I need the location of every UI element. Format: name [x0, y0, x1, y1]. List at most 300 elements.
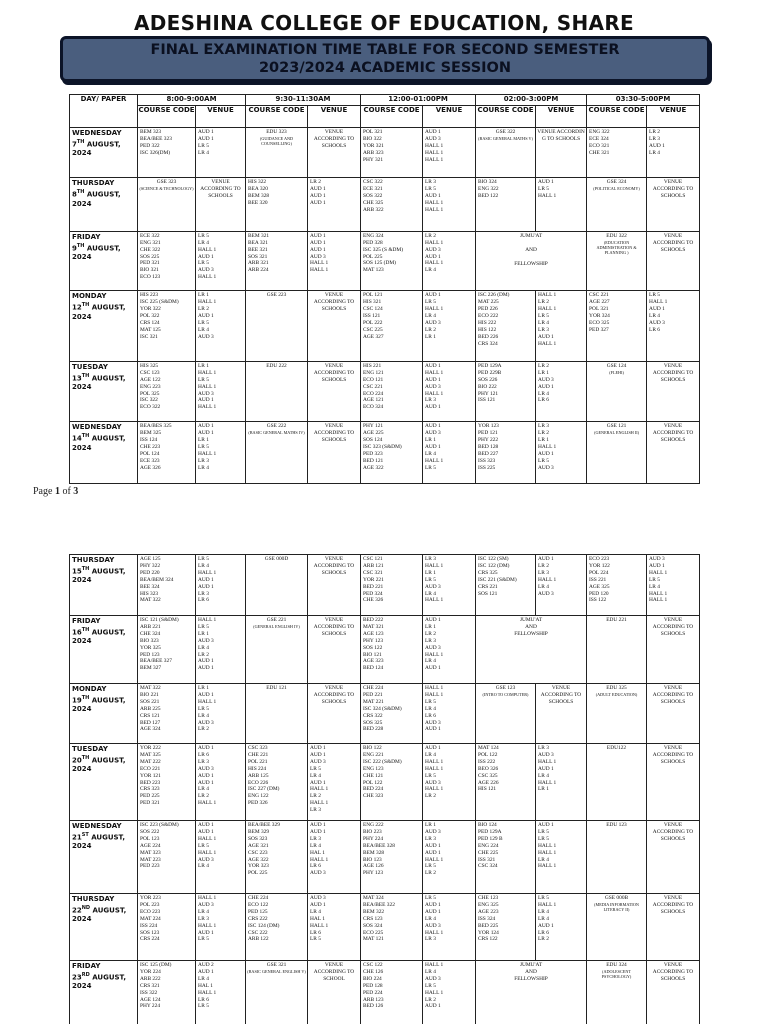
cell-line: AUD 1: [198, 929, 214, 936]
cell-line: AUD 1: [538, 451, 554, 458]
cell-line: HALL 1: [425, 260, 444, 267]
cell-line: HIS 321: [363, 299, 382, 306]
cell-line: POL 122: [478, 751, 498, 758]
cell-line: VENUE ACCORDIN G TO SCHOOLS: [537, 129, 585, 142]
cell-line: AUD 3: [538, 590, 554, 597]
cell-line: HALL 1: [538, 849, 557, 856]
cell-line: AUD 3: [425, 922, 441, 929]
cell-line: LR 3: [198, 590, 209, 597]
cell-line: LR 5: [425, 698, 436, 705]
cell-line: CSC 325: [478, 772, 498, 779]
cell-line: LR 4: [198, 975, 209, 982]
cell-line: CHE 123: [478, 895, 499, 901]
merged-slot-cell: [476, 961, 587, 1024]
cell-line: AUD 1: [425, 404, 441, 411]
cell-line: HALL 1: [310, 800, 329, 807]
day-cell: [70, 422, 138, 484]
page-footer: [33, 486, 78, 497]
timetable-banner: [60, 36, 710, 82]
venues-cell: [196, 555, 246, 616]
general-paper-cell: [587, 894, 647, 961]
course-codes-cell: [476, 422, 536, 484]
cell-line: ISS 324: [478, 915, 496, 922]
day-date-suffix: TH: [81, 372, 90, 379]
day-date: 14: [72, 434, 82, 443]
cell-line: LR 3: [538, 745, 549, 751]
cell-line: AUD 3: [425, 319, 441, 326]
cell-line: LR 4: [198, 239, 209, 246]
cell-line: ISS 121: [363, 313, 381, 320]
course-codes-cell: [361, 178, 423, 231]
cell-line: HALL 1: [425, 929, 444, 936]
cell-line: AGE 226: [478, 779, 499, 786]
venues-cell: [196, 961, 246, 1024]
cell-line: ECO 121: [363, 376, 384, 383]
cell-line: AUD 3: [538, 376, 554, 383]
course-codes-cell: [361, 684, 423, 744]
college-title: ADESHINA COLLEGE OF EDUCATION, SHARE: [134, 11, 634, 35]
cell-line: ISC 223 (S&DM): [140, 822, 179, 828]
venue-header: VENUE: [308, 106, 361, 128]
cell-line: LR 4: [425, 590, 436, 597]
cell-line: AUD 3: [198, 637, 214, 644]
venues-cell: [536, 422, 587, 484]
venues-cell: [423, 616, 476, 684]
cell-line: PED 328: [363, 239, 383, 246]
cell-line: AUD 3: [310, 870, 326, 877]
cell-line: LR 2: [425, 630, 436, 637]
cell-line: BEM 322: [363, 908, 385, 915]
cell-line: ENG 324: [363, 232, 384, 239]
cell-line: LR 3: [310, 835, 321, 842]
cell-line: HALL 1: [425, 149, 444, 156]
cell-line: LR 2: [538, 936, 549, 943]
cell-line: SOS 122: [363, 644, 383, 651]
cell-line: ENG 221: [363, 751, 384, 758]
cell-line: GSE 000D: [264, 556, 289, 562]
cell-line: EDU 325: [606, 685, 627, 691]
course-codes-cell: [361, 961, 423, 1024]
course-code-header: COURSE CODE: [138, 106, 196, 128]
cell-line: PED 323: [363, 451, 383, 458]
paper-subtitle: (BASIC GENERAL MATHS V): [478, 136, 533, 141]
cell-line: PED 229B: [478, 369, 502, 376]
cell-line: CSC 222: [248, 929, 268, 936]
cell-line: EDU 121: [266, 685, 287, 691]
cell-line: ISC 122 (DM): [478, 562, 510, 569]
cell-line: AUD 1: [425, 423, 441, 430]
cell-line: CRS 221: [478, 583, 498, 590]
cell-line: POL 121: [363, 292, 383, 299]
day-name: THURSDAY: [72, 895, 115, 903]
day-cell: [70, 961, 138, 1024]
venues-cell: [308, 178, 361, 231]
cell-line: LR 5: [198, 556, 209, 562]
cell-line: ARB 123: [363, 996, 384, 1003]
cell-line: PHY 123: [363, 637, 384, 644]
cell-line: AUD 1: [198, 576, 214, 583]
venue-note-cell: [536, 684, 587, 744]
venues-cell: [308, 744, 361, 821]
cell-line: POL 223: [140, 901, 160, 908]
cell-line: BED 227: [478, 451, 499, 458]
general-paper-cell: [587, 961, 647, 1024]
cell-line: AUD 1: [649, 142, 665, 149]
cell-line: SOS 323: [248, 835, 268, 842]
cell-line: HALL 1: [425, 786, 444, 793]
cell-line: LR 4: [649, 583, 660, 590]
slot-header: 12:00-01:00PM: [361, 95, 476, 106]
timetable-page2: [69, 554, 700, 1024]
course-codes-cell: [138, 616, 196, 684]
course-codes-cell: [476, 178, 536, 231]
cell-line: LR 1: [198, 362, 209, 369]
cell-line: BED 222: [363, 617, 384, 623]
cell-line: LR 3: [538, 423, 549, 430]
cell-line: AUD 1: [198, 397, 214, 404]
cell-line: SOS 121: [478, 590, 498, 597]
venue-note-cell: [308, 961, 361, 1024]
cell-line: LR 3: [425, 936, 436, 943]
cell-line: HALL 1: [425, 306, 444, 313]
cell-line: HALL 1: [538, 193, 557, 200]
cell-line: JUMU'AT: [519, 962, 543, 968]
cell-line: LR 5: [425, 863, 436, 870]
cell-line: LR 5: [538, 828, 549, 835]
cell-line: LR 1: [538, 369, 549, 376]
cell-line: CRS 124: [140, 319, 160, 326]
venues-cell: [196, 291, 246, 362]
cell-line: BEA/BES 325: [140, 423, 172, 430]
cell-line: ECO 226: [248, 779, 269, 786]
cell-line: LR 1: [198, 685, 209, 691]
cell-line: AUD 3: [425, 246, 441, 253]
course-codes-cell: [138, 422, 196, 484]
slot-header: 8:00-9:00AM: [138, 95, 246, 106]
cell-line: PED 120: [589, 590, 609, 597]
cell-line: GSE 222: [266, 423, 287, 430]
day-cell: [70, 178, 138, 231]
day-date-suffix: TH: [76, 242, 85, 249]
cell-line: POL 322: [140, 313, 160, 320]
venues-cell: [536, 821, 587, 894]
cell-line: ISC 122 (SM): [478, 556, 509, 562]
day-month: AUGUST, 2024: [72, 190, 121, 208]
cell-line: ARB 221: [140, 623, 161, 630]
cell-line: ISS 222: [478, 758, 496, 765]
cell-line: HALL 1: [425, 142, 444, 149]
cell-line: BED 122: [478, 193, 499, 200]
cell-line: GSE 323: [156, 179, 177, 186]
general-paper-cell: [587, 361, 647, 422]
day-date-suffix: TH: [76, 189, 85, 196]
cell-line: LR 4: [649, 149, 660, 156]
cell-line: CHE 325: [363, 200, 384, 207]
cell-line: AUD 1: [198, 968, 214, 975]
cell-line: CSC 123: [140, 369, 160, 376]
course-codes-cell: [361, 555, 423, 616]
cell-line: LR 3: [538, 326, 549, 333]
cell-line: LR 6: [538, 397, 549, 404]
venues-cell: [536, 744, 587, 821]
cell-line: FELLOWSHIP: [514, 631, 548, 637]
cell-line: ISS 224: [140, 922, 158, 929]
day-date-suffix: RD: [81, 972, 90, 978]
cell-line: AUD 1: [310, 239, 326, 246]
cell-line: LR 4: [538, 319, 549, 326]
day-row: [70, 178, 700, 231]
merged-slot-cell: [476, 231, 587, 291]
venues-cell: [423, 821, 476, 894]
cell-line: AGE 124: [140, 996, 161, 1003]
cell-line: HALL 1: [310, 267, 329, 274]
cell-line: PED 226: [478, 306, 498, 313]
cell-line: BED 225: [478, 922, 499, 929]
cell-line: PED 224: [363, 989, 383, 996]
cell-line: YOR 122: [589, 562, 610, 569]
course-codes-cell: [246, 231, 308, 291]
cell-line: AUD 2: [198, 962, 214, 968]
cell-line: PHY 121: [478, 390, 499, 397]
cell-line: VENUE ACCORDING TO SCHOOLS: [313, 617, 355, 637]
paper-subtitle: (EDUCATION ADMINISTRATION & PLANNING ): [596, 239, 637, 255]
cell-line: VENUE ACCORDING TO SCHOOLS: [652, 362, 694, 383]
venues-cell: [196, 744, 246, 821]
cell-line: ISC 324 (S&DM): [363, 705, 402, 712]
cell-line: ECE 321: [363, 186, 383, 193]
cell-line: AUD 3: [538, 464, 554, 471]
cell-line: ARB 322: [363, 207, 384, 214]
cell-line: LR 4: [198, 786, 209, 793]
cell-line: MAT 323: [140, 849, 161, 856]
course-codes-cell: [361, 744, 423, 821]
cell-line: POL 321: [363, 129, 383, 135]
cell-line: ISC 326(DM): [140, 149, 171, 156]
cell-line: VENUE ACCORDING TO SCHOOLS: [313, 292, 355, 313]
cell-line: AUD 3: [310, 758, 326, 765]
cell-line: ISS 221: [589, 576, 607, 583]
cell-line: AUD 3: [198, 765, 214, 772]
cell-line: HALL 1: [198, 451, 217, 458]
cell-line: PED 321: [140, 800, 160, 807]
paper-subtitle: (BASIC GENERAL MATHS IV): [248, 430, 305, 436]
cell-line: LR 2: [538, 299, 549, 306]
cell-line: AGE 327: [363, 333, 384, 340]
cell-line: LR 4: [425, 451, 436, 458]
cell-line: YOR 222: [140, 745, 161, 751]
cell-line: AUD 1: [425, 745, 441, 751]
cell-line: AUD 3: [649, 319, 665, 326]
cell-line: MAT 124: [478, 745, 499, 751]
cell-line: AUD 1: [425, 908, 441, 915]
day-cell: [70, 616, 138, 684]
paper-subtitle: (GUIDANCE AND COUNSELLING): [259, 136, 294, 146]
cell-line: PED 321: [140, 260, 160, 267]
cell-line: ARB 121: [363, 562, 384, 569]
cell-line: LR 1: [425, 569, 436, 576]
cell-line: ECO 225: [363, 929, 384, 936]
cell-line: ISC 124 (DM): [248, 922, 280, 929]
cell-line: HALL 1: [425, 207, 444, 214]
cell-line: VENUE ACCORDING TO SCHOOLS: [313, 129, 355, 149]
cell-line: AUD 1: [310, 193, 326, 200]
cell-line: GSE 000B: [604, 895, 629, 901]
cell-line: ECO 223: [589, 556, 610, 562]
cell-line: ECO 221: [140, 765, 161, 772]
cell-line: LR 5: [198, 623, 209, 630]
day-date: 23: [72, 973, 82, 982]
cell-line: CSC 321: [363, 569, 383, 576]
cell-line: LR 4: [425, 751, 436, 758]
day-date-suffix: ST: [81, 832, 89, 838]
course-codes-cell: [476, 821, 536, 894]
cell-line: VENUE ACCORDING TO SCHOOLS: [652, 232, 694, 253]
venues-cell: [196, 422, 246, 484]
cell-line: GSE 223: [266, 292, 287, 299]
cell-line: HALL 1: [198, 895, 217, 901]
cell-line: AGE 126: [363, 863, 384, 870]
cell-line: PED 129A: [478, 828, 502, 835]
cell-line: SOS 123: [140, 929, 160, 936]
course-codes-cell: [476, 555, 536, 616]
cell-line: VENUE ACCORDING TO SCHOOLS: [540, 685, 582, 705]
venue-note-cell: [647, 821, 700, 894]
cell-line: CRS 224: [140, 936, 160, 943]
cell-line: LR 5: [425, 772, 436, 779]
cell-line: POL 224: [589, 569, 609, 576]
general-paper-cell: [246, 422, 308, 484]
cell-line: HALL 1: [198, 849, 217, 856]
cell-line: ENG 222: [363, 822, 384, 828]
cell-line: BEM 329: [248, 828, 270, 835]
cell-line: AUD 1: [198, 665, 214, 672]
cell-line: LR 5: [198, 142, 209, 149]
cell-line: AUD 1: [198, 135, 214, 142]
cell-line: LR 4: [425, 267, 436, 274]
day-date: 9: [72, 244, 77, 253]
merged-slot-cell: [476, 616, 587, 684]
cell-line: VENUE ACCORDING TO SCHOOLS: [313, 556, 355, 576]
cell-line: HIS 222: [478, 319, 497, 326]
cell-line: YOR 121: [140, 772, 161, 779]
day-date: 22: [72, 906, 82, 915]
day-name: TUESDAY: [72, 745, 108, 753]
cell-line: LR 2: [310, 793, 321, 800]
cell-line: HALL 1: [538, 842, 557, 849]
cell-line: LR 1: [538, 437, 549, 444]
cell-line: AUD 1: [538, 179, 554, 186]
cell-line: AGE 227: [589, 299, 610, 306]
cell-line: LR 2: [425, 870, 436, 877]
cell-line: YOR 323: [248, 863, 269, 870]
cell-line: YOR 123: [478, 423, 499, 430]
day-date: 21: [72, 833, 82, 842]
day-date-suffix: TH: [81, 755, 90, 761]
venue-note-cell: [308, 422, 361, 484]
cell-line: LR 6: [649, 326, 660, 333]
cell-line: MAT 223: [140, 856, 161, 863]
day-month: AUGUST, 2024: [72, 303, 126, 321]
cell-line: VENUE ACCORDING TO SCHOOLS: [313, 685, 355, 705]
day-month: AUGUST, 2024: [72, 628, 126, 646]
cell-line: LR 3: [425, 179, 436, 186]
cell-line: ECO 322: [140, 404, 161, 411]
cell-line: LR 3: [310, 807, 321, 814]
cell-line: AUD 1: [538, 922, 554, 929]
venues-cell: [423, 894, 476, 961]
course-codes-cell: [138, 961, 196, 1024]
cell-line: VENUE ACCORDING TO SCHOOLS: [652, 423, 694, 444]
cell-line: LR 1: [425, 822, 436, 828]
cell-line: LR 6: [538, 929, 549, 936]
cell-line: HALL 1: [425, 239, 444, 246]
cell-line: LR 1: [425, 623, 436, 630]
general-paper-cell: [246, 961, 308, 1024]
cell-line: SOS 321: [248, 253, 268, 260]
cell-line: AUD 1: [538, 556, 554, 562]
cell-line: AUD 1: [425, 129, 441, 135]
cell-line: HALL 1: [310, 260, 329, 267]
cell-line: SOS 325: [363, 719, 383, 726]
cell-line: LR 4: [198, 464, 209, 471]
day-name: WEDNESDAY: [72, 129, 122, 137]
cell-line: PHY 224: [363, 835, 384, 842]
cell-line: ENG 322: [478, 186, 499, 193]
cell-line: SOS 225: [140, 253, 160, 260]
day-date-suffix: TH: [81, 302, 90, 309]
cell-line: HALL 1: [425, 651, 444, 658]
cell-line: AUD 3: [649, 556, 665, 562]
cell-line: HALL 1: [538, 901, 557, 908]
paper-subtitle: (GENERAL ENGLISH II): [594, 430, 640, 436]
cell-line: AUD 1: [198, 745, 214, 751]
cell-line: LR 4: [310, 842, 321, 849]
cell-line: AUD 3: [310, 895, 326, 901]
cell-line: ECO 321: [589, 142, 610, 149]
cell-line: VENUE ACCORDING TO SCHOOLS: [652, 685, 694, 705]
cell-line: HALL 1: [198, 404, 217, 411]
cell-line: AUD 1: [198, 691, 214, 698]
cell-line: AUD 1: [425, 1003, 441, 1010]
cell-line: PED 225: [140, 793, 160, 800]
cell-line: HALL 1: [425, 962, 444, 968]
cell-line: LR 6: [198, 751, 209, 758]
cell-line: PED 121: [478, 430, 498, 437]
cell-line: LR 5: [538, 186, 549, 193]
cell-line: SOS 324: [363, 922, 383, 929]
day-month: AUGUST, 2024: [72, 434, 126, 452]
cell-line: LR 5: [198, 842, 209, 849]
venues-cell: [308, 231, 361, 291]
cell-line: CRS 324: [478, 340, 498, 347]
day-month: AUGUST, 2024: [72, 567, 126, 585]
cell-line: HAL 1: [310, 915, 325, 922]
cell-line: HALL 1: [198, 922, 217, 929]
cell-line: AUD 1: [198, 772, 214, 779]
cell-line: ECO 324: [363, 404, 384, 411]
day-name: THURSDAY: [72, 556, 115, 564]
cell-line: PHY 321: [363, 156, 384, 163]
cell-line: PED 220: [140, 569, 160, 576]
cell-line: AGE 324: [140, 726, 161, 733]
page-label: Page: [33, 486, 53, 497]
venues-cell: [536, 361, 587, 422]
cell-line: BIO 122: [363, 745, 382, 751]
cell-line: BED 124: [363, 665, 384, 672]
course-codes-cell: [361, 422, 423, 484]
cell-line: POL 122: [363, 779, 383, 786]
cell-line: AUD 1: [538, 383, 554, 390]
